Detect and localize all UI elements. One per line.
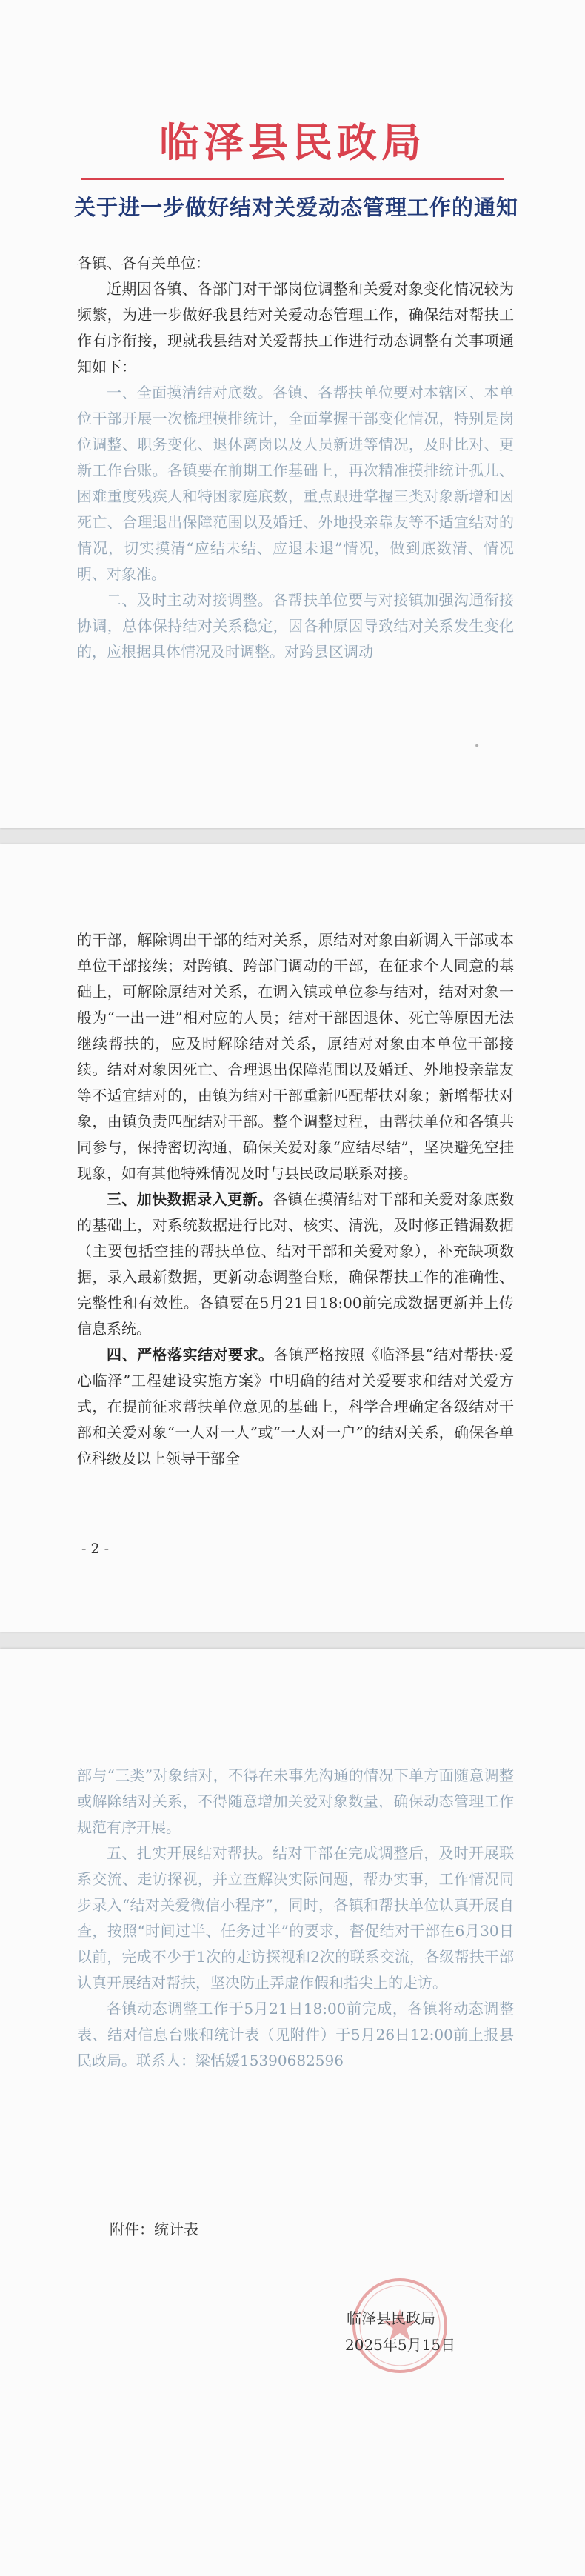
section-2-paragraph [77,587,514,665]
signing-date: 2025年5月15日 [345,2336,456,2354]
section-5-paragraph [77,1841,514,1996]
deadline-paragraph: 各镇动态调整工作于5月21日18:00前完成，各镇将动态调整表、结对信息台账和统计表（见附件）于5月26日12:00前上报县民政局。联系人：梁恬媛15390682596 [77,2000,514,2069]
continuation-paragraph: 的干部，解除调出干部的结对关系，原结对对象由新调入干部或本单位干部接续；对跨镇、跨部门调动的干部，在征求个人同意的基础上，可解除原结对关系，在调入镇或单位参与结对，结对对象一般为“一出一进”相对应的人员；结对干部因退休、死亡等原因无法继续帮扶的，应及时解除结对关系，原结对对象由本单位干部接续。结对对象因死亡、合理退出保障范围以及婚迁、外地投亲靠友等不适宜结对的，由镇为结对干部重新匹配帮扶对象；新增帮扶对象，由镇负责匹配结对干部。整个调整过程，由帮扶单位和各镇共同参与，保持密切沟通，确保关爱对象“应结尽结”，坚决避免空挂现象，如有其他特殊情况及时与县民政局联系对接。 [77,931,514,1182]
section-3-heading: 三、加快数据录入更新。 [107,1190,273,1208]
section-5-heading: 五、扎实开展结对帮扶。 [107,1844,273,1862]
section-5-text: 结对干部在完成调整后，及时开展联系交流、走访探视，并立查解决实际问题，帮办实事，工作情况同步录入“结对关爱微信小程序”，同时，各镇和帮扶单位认真开展自查，按照“时间过半、任务过半”的要求，督促结对干部在6月30日以前，完成不少于1次的走访探视和2次的联系交流，各级帮扶干部认真开展结对帮扶，坚决防止弄虚作假和指尖上的走访。 [77,1844,515,1992]
intro-text: 近期因各镇、各部门对干部岗位调整和关爱对象变化情况较为频繁，为进一步做好我县结对关爱动态管理工作，确保结对帮扶工作有序衔接，现就我县结对关爱帮扶工作进行动态调整有关事项通知如下： [77,280,514,376]
section-3-text: 各镇在摸清结对干部和关爱对象底数的基础上，对系统数据进行比对、核实、清洗，及时修正错漏数据（主要包括空挂的帮扶单位、结对干部和关爱对象），补充缺项数据，录入最新数据，更新动态调整台账，确保帮扶工作的准确性、完整性和有效性。各镇要在5月21日18:00前完成数据更新并上传信息系统。 [77,1190,515,1338]
section-1-heading: 一、全面摸清结对底数。 [107,384,273,401]
issuing-org-header: 临泽县民政局 [159,119,426,166]
signing-organization: 临泽县民政局 [347,2309,435,2327]
section-3-paragraph [77,1187,514,1342]
page-2-body [77,927,514,1472]
section-1-paragraph [77,380,514,587]
page-3-body [77,1763,514,2074]
document-title: 关于进一步做好结对关爱动态管理工作的通知 [73,195,518,220]
page-1-body [77,250,514,665]
intro-paragraph [77,276,514,380]
salutation: 各镇、各有关单位： [77,254,210,272]
continuation-paragraph-3: 部与“三类”对象结对，不得在未事先沟通的情况下单方面随意调整或解除结对关系，不得随意增加关爱对象数量，确保动态管理工作规范有序开展。 [77,1766,514,1836]
attachment-note: 附件：统计表 [110,2220,198,2238]
red-header-rule [81,178,504,180]
section-4-paragraph [77,1342,514,1472]
section-4-text: 各镇严格按照《临泽县“结对帮扶·爱心临泽”工程建设实施方案》中明确的结对关爱要求和结对关爱方式，在提前征求帮扶单位意见的基础上，科学合理确定各级结对干部和关爱对象“一人对一人”或“一人对一户”的结对关系，确保各单位科级及以上领导干部全 [77,1346,514,1467]
section-2-heading: 二、及时主动对接调整。 [107,591,273,609]
scan-speck: • [474,741,481,753]
page-number: - 2 - [81,1541,110,1557]
section-2-text: 各帮扶单位要与对接镇加强沟通衔接协调，总体保持结对关系稳定，因各种原因导致结对关系发生变化的，应根据具体情况及时调整。对跨县区调动 [77,591,515,661]
section-4-heading: 四、严格落实结对要求。 [107,1346,274,1364]
section-1-text: 各镇、各帮扶单位要对本辖区、本单位干部开展一次梳理摸排统计，全面掌握干部变化情况，特别是岗位调整、职务变化、退休离岗以及人员新进等情况，及时比对、更新工作台账。各镇要在前期工作基础上，再次精准摸排统计孤儿、困难重度残疾人和特困家庭底数，重点跟进掌握三类对象新增和因死亡、合理退出保障范围以及婚迁、外地投亲靠友等不适宜结对的情况，切实摸清“应结未结、应退未退”情况，做到底数清、情况明、对象准。 [77,384,515,583]
